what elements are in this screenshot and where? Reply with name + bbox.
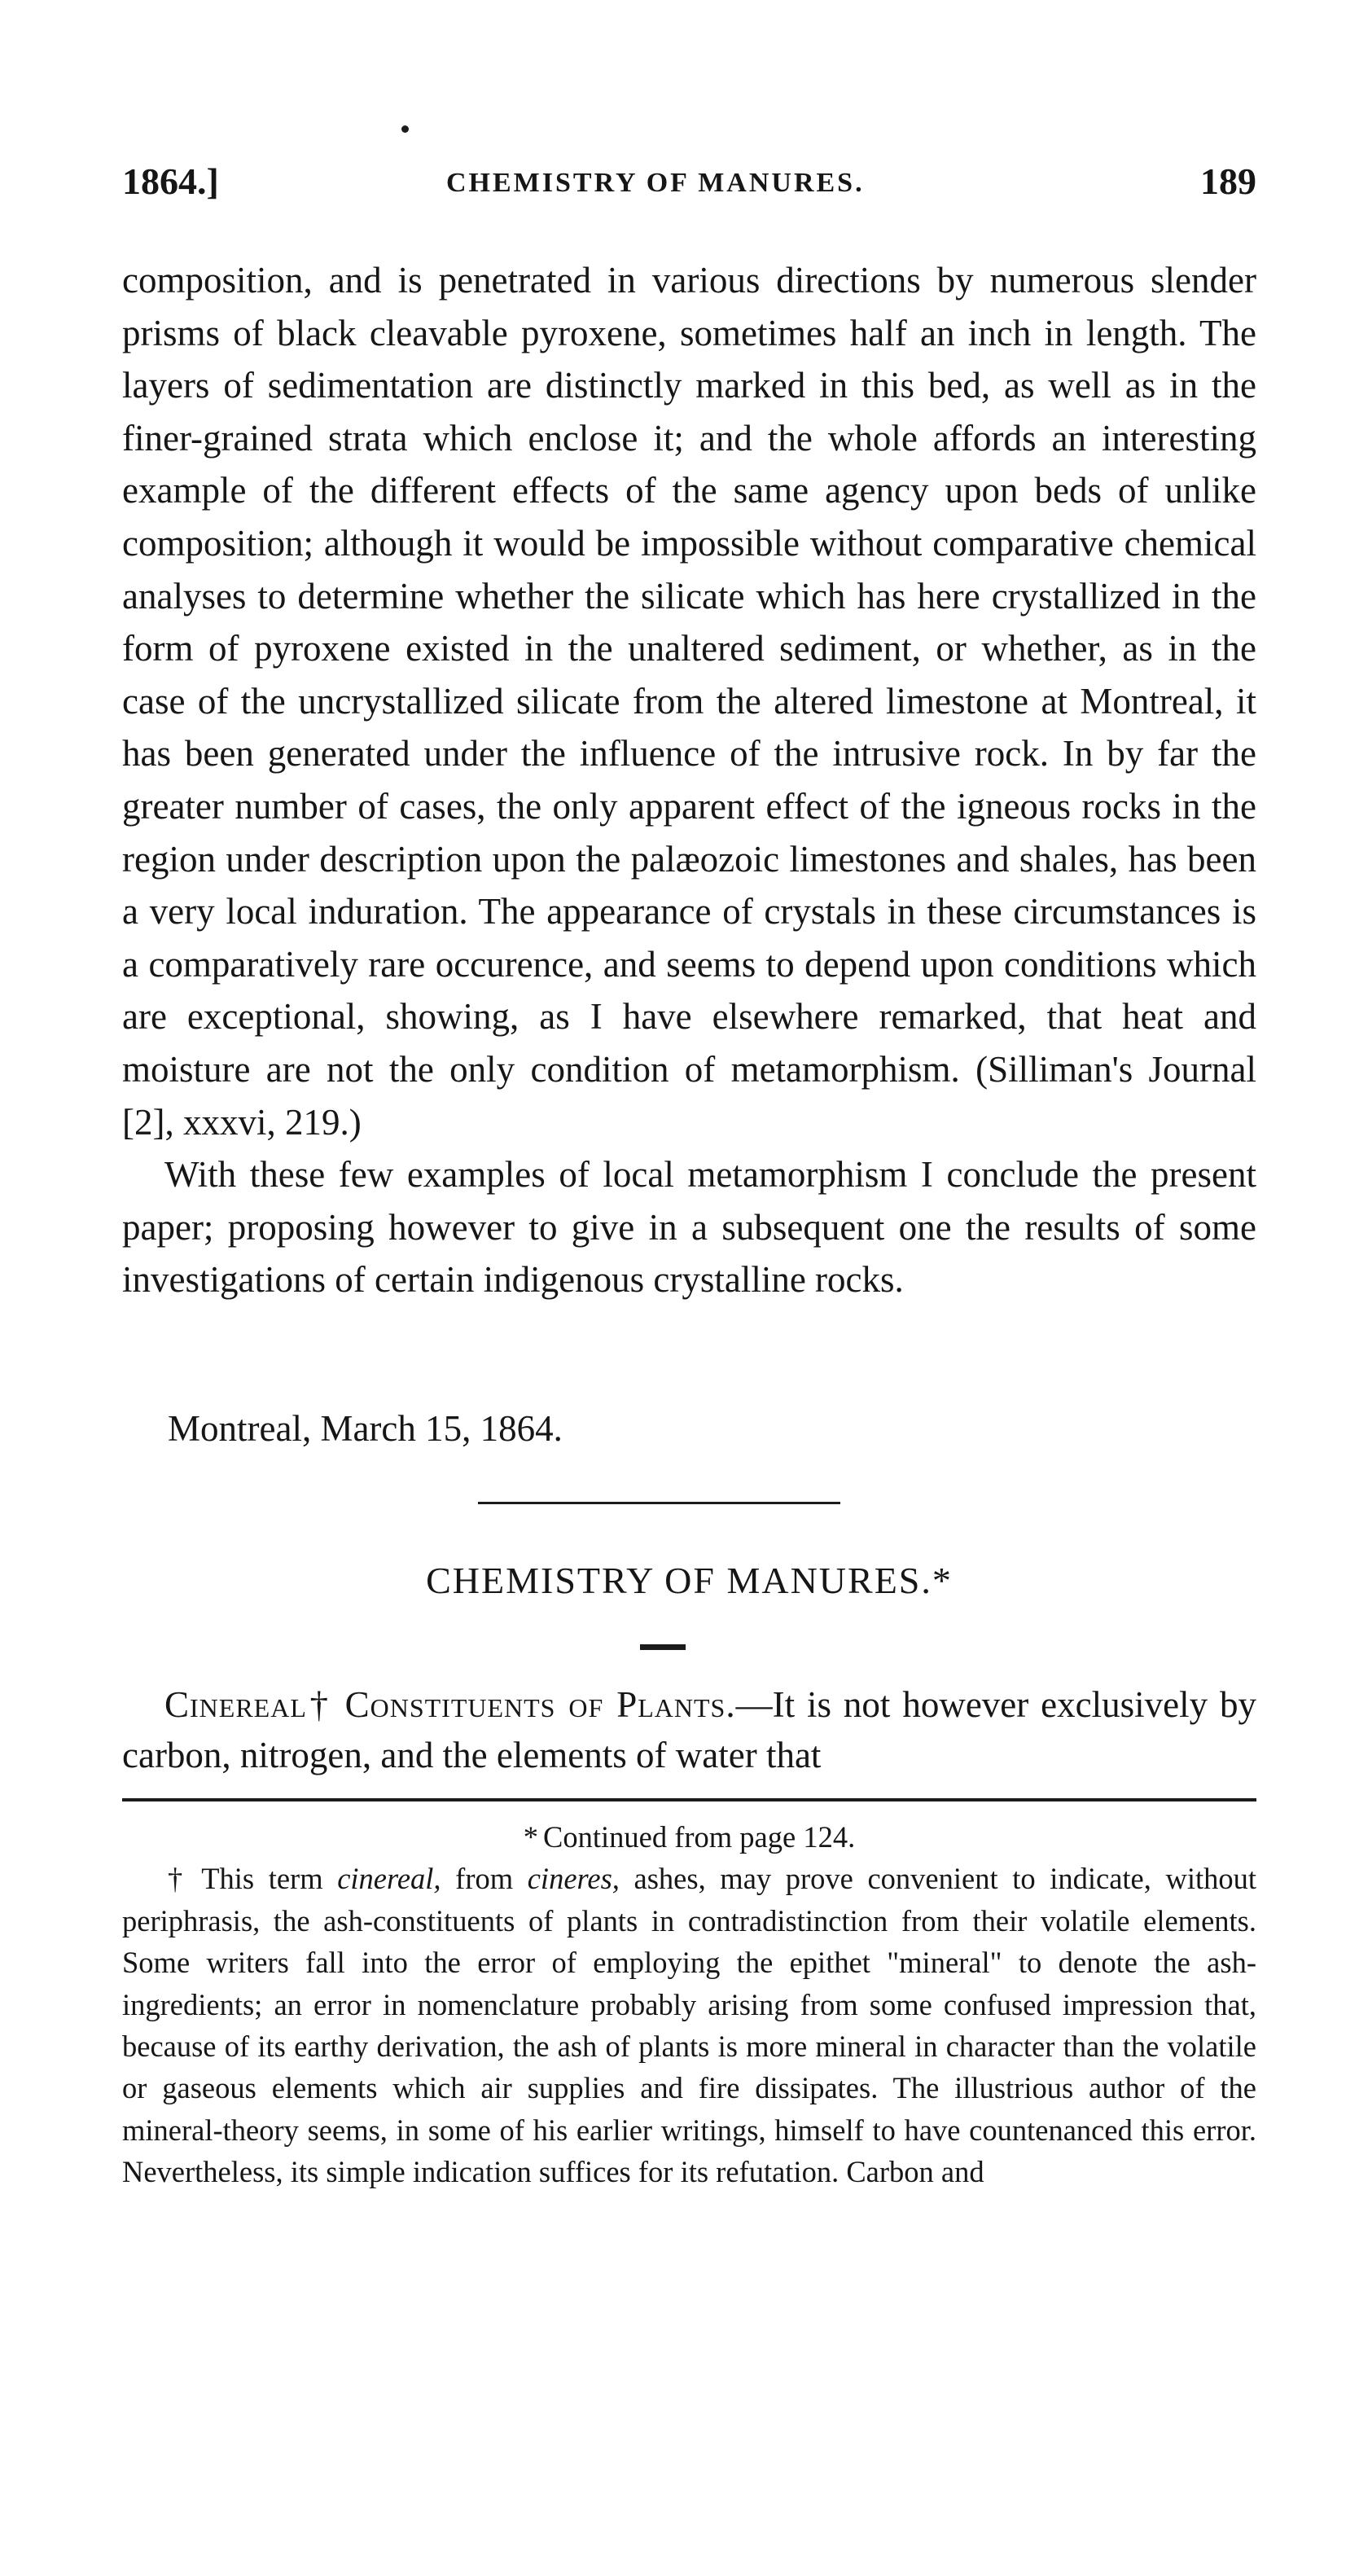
body-text <box>122 254 1256 1306</box>
footnote-1 <box>122 1816 1256 1858</box>
footnote-1-mark: * <box>523 1820 539 1854</box>
section-divider <box>478 1502 840 1504</box>
footnote-1-text: Continued from page 124. <box>543 1820 856 1854</box>
section-lead-paragraph <box>122 1679 1256 1780</box>
footnote-2-start: This term <box>201 1862 323 1896</box>
footnote-2-term-1: cinereal, <box>337 1862 441 1896</box>
footnote-2-mid: from <box>455 1862 514 1896</box>
footnote-2-mark: † <box>168 1862 183 1896</box>
paragraph-1: composition, and is penetrated in various directions by numerous slender prisms of black cleavable pyroxene, sometimes half an inch in length. The layers of sedimentation are distinctly marked in this bed, as well as in the finer-grained strata which enclose it; and the whole affords an interesting example of the different effects of the same agency upon beds of unlike composition; although it would be impossible without comparative chemical analyses to determine whether the silicate which has here crystallized in the form of pyroxene existed in the unaltered sediment, or whether, as in the case of the uncrystallized silicate from the altered limestone at Montreal, it has been generated under the influence of the intrusive rock. In by far the greater number of cases, the only apparent effect of the igneous rocks in the region under description upon the palæozoic limestones and shales, has been a very local induration. The appearance of crystals in these circumstances is a comparatively rare occurence, and seems to depend upon conditions which are exceptional, showing, as I have elsewhere remarked, that heat and moisture are not the only condition of metamorphism. (Silliman's Journal [2], xxxvi, 219.) <box>122 260 1256 1143</box>
paragraph-2: With these few examples of local metamorphism I conclude the present paper; proposing however to give in a subsequent one the results of some investigations of certain indigenous crystalline rocks. <box>122 1154 1256 1301</box>
footnote-rule <box>122 1798 1256 1801</box>
header-year: 1864.] <box>122 160 219 202</box>
running-title: CHEMISTRY OF MANURES. <box>446 168 865 198</box>
footnote-2 <box>122 1858 1256 2192</box>
running-header <box>122 160 1256 217</box>
page-number: 189 <box>1200 160 1256 202</box>
heading-underline <box>640 1644 686 1650</box>
footnote-2-term-2: cineres, <box>527 1862 620 1896</box>
lead-smallcaps: Cinereal† Constituents of Plants. <box>164 1684 736 1725</box>
ink-speck <box>401 125 409 133</box>
footnote-2-rest: ashes, may prove convenient to indicate, without periphrasis, the ash-constituents of plants in contradistinction from their volatile elements. Some writers fall into the error of employing the epithet "mineral" to denote the ash-ingredients; an error in nomenclature probably arising from some confused impression that, because of its earthy derivation, the ash of plants is more mineral in character than the volatile or gaseous elements which air supplies and fire dissipates. The illustrious author of the mineral-theory seems, in some of his earlier writings, himself to have countenanced this error. Nevertheless, its simple indication suffices for its refutation. Carbon and <box>122 1862 1256 2189</box>
footnotes <box>122 1816 1256 2193</box>
lead-text: —It is not however exclusively by carbon, nitrogen, and the elements of water that <box>122 1684 1256 1775</box>
dateline: Montreal, March 15, 1864. <box>168 1408 563 1449</box>
section-heading: CHEMISTRY OF MANURES.* <box>426 1560 953 1601</box>
